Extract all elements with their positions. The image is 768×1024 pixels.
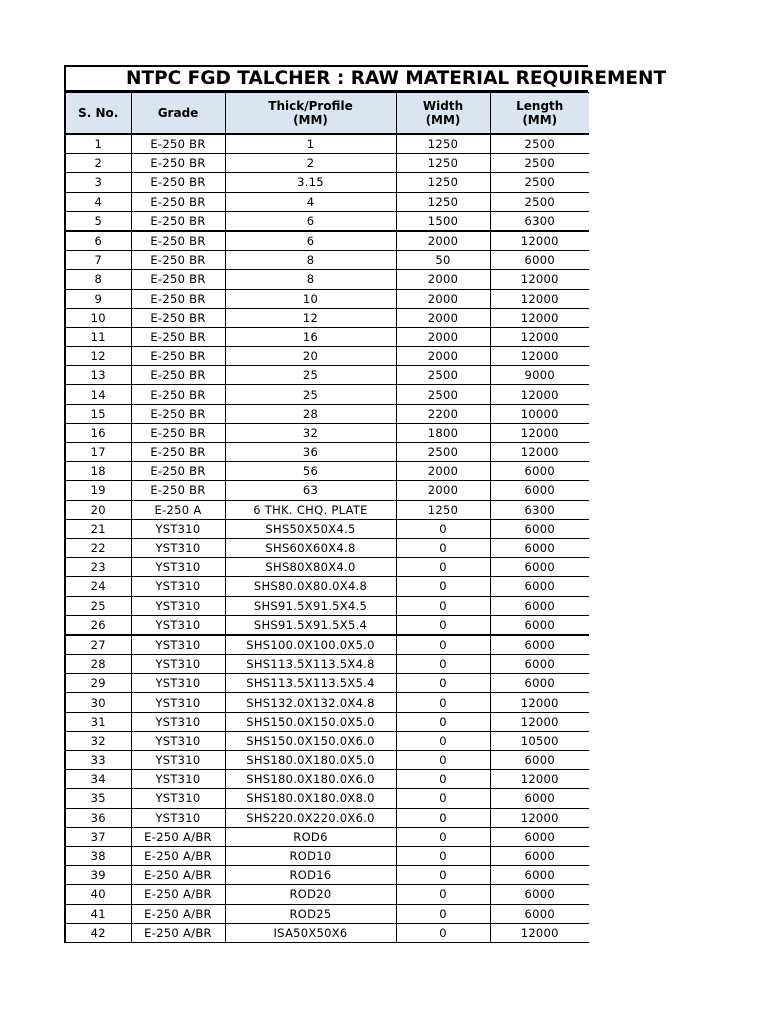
cell-length: 12000	[490, 808, 589, 827]
cell-sno: 5	[65, 211, 131, 231]
cell-length: 6000	[490, 885, 589, 904]
cell-grade: YST310	[131, 789, 225, 808]
cell-thick-profile: 63	[225, 481, 396, 500]
cell-sno: 10	[65, 308, 131, 327]
cell-width: 1250	[396, 173, 490, 192]
cell-grade: YST310	[131, 635, 225, 655]
table-row	[65, 577, 589, 596]
cell-grade: E-250 A/BR	[131, 827, 225, 846]
cell-width: 0	[396, 674, 490, 693]
table-row	[65, 808, 589, 827]
cell-width: 2000	[396, 308, 490, 327]
cell-thick-profile: 1	[225, 134, 396, 154]
cell-sno: 42	[65, 923, 131, 942]
cell-length: 12000	[490, 308, 589, 327]
cell-length: 6300	[490, 500, 589, 519]
cell-width: 2000	[396, 481, 490, 500]
cell-width: 0	[396, 827, 490, 846]
cell-sno: 12	[65, 347, 131, 366]
cell-length: 6000	[490, 904, 589, 923]
cell-sno: 27	[65, 635, 131, 655]
cell-thick-profile: ISA50X50X6	[225, 923, 396, 942]
cell-thick-profile: SHS80.0X80.0X4.8	[225, 577, 396, 596]
cell-width: 1250	[396, 134, 490, 154]
cell-thick-profile: SHS113.5X113.5X5.4	[225, 674, 396, 693]
cell-length: 2500	[490, 154, 589, 173]
cell-sno: 15	[65, 404, 131, 423]
table-row	[65, 655, 589, 674]
cell-sno: 19	[65, 481, 131, 500]
cell-sno: 29	[65, 674, 131, 693]
cell-grade: E-250 BR	[131, 327, 225, 346]
table-row	[65, 347, 589, 366]
cell-sno: 20	[65, 500, 131, 519]
cell-length: 6000	[490, 462, 589, 481]
cell-sno: 18	[65, 462, 131, 481]
cell-length: 10500	[490, 731, 589, 750]
cell-thick-profile: 6	[225, 231, 396, 251]
cell-sno: 41	[65, 904, 131, 923]
cell-sno: 8	[65, 270, 131, 289]
spreadsheet	[64, 65, 667, 943]
cell-length: 12000	[490, 423, 589, 442]
cell-grade: YST310	[131, 808, 225, 827]
table-row	[65, 481, 589, 500]
cell-grade: YST310	[131, 596, 225, 615]
cell-length: 6000	[490, 827, 589, 846]
cell-thick-profile: SHS180.0X180.0X6.0	[225, 770, 396, 789]
cell-sno: 2	[65, 154, 131, 173]
cell-grade: E-250 BR	[131, 404, 225, 423]
cell-width: 0	[396, 731, 490, 750]
table-row	[65, 904, 589, 923]
cell-thick-profile: 20	[225, 347, 396, 366]
cell-length: 12000	[490, 712, 589, 731]
table-row	[65, 366, 589, 385]
cell-sno: 26	[65, 615, 131, 635]
cell-grade: E-250 BR	[131, 192, 225, 211]
cell-grade: YST310	[131, 615, 225, 635]
material-table	[64, 92, 589, 943]
table-row	[65, 674, 589, 693]
cell-grade: E-250 A/BR	[131, 846, 225, 865]
cell-sno: 28	[65, 655, 131, 674]
cell-width: 2000	[396, 289, 490, 308]
cell-thick-profile: SHS220.0X220.0X6.0	[225, 808, 396, 827]
cell-length: 6000	[490, 866, 589, 885]
cell-thick-profile: 16	[225, 327, 396, 346]
table-row	[65, 615, 589, 635]
table-row	[65, 289, 589, 308]
cell-length: 2500	[490, 192, 589, 211]
cell-thick-profile: ROD16	[225, 866, 396, 885]
cell-length: 12000	[490, 231, 589, 251]
cell-thick-profile: SHS180.0X180.0X5.0	[225, 751, 396, 770]
cell-grade: E-250 A/BR	[131, 904, 225, 923]
cell-grade: E-250 BR	[131, 173, 225, 192]
cell-width: 0	[396, 538, 490, 557]
cell-thick-profile: 6	[225, 211, 396, 231]
cell-grade: E-250 A	[131, 500, 225, 519]
cell-sno: 25	[65, 596, 131, 615]
table-row	[65, 693, 589, 712]
cell-width: 0	[396, 519, 490, 538]
cell-thick-profile: 8	[225, 270, 396, 289]
table-row	[65, 192, 589, 211]
cell-length: 6300	[490, 211, 589, 231]
cell-sno: 37	[65, 827, 131, 846]
cell-thick-profile: 56	[225, 462, 396, 481]
header-thick-profile: Thick/Profile (MM)	[225, 93, 396, 135]
cell-sno: 31	[65, 712, 131, 731]
table-row	[65, 462, 589, 481]
cell-sno: 21	[65, 519, 131, 538]
cell-length: 6000	[490, 789, 589, 808]
cell-sno: 33	[65, 751, 131, 770]
cell-thick-profile: SHS150.0X150.0X5.0	[225, 712, 396, 731]
cell-thick-profile: 3.15	[225, 173, 396, 192]
cell-grade: E-250 BR	[131, 270, 225, 289]
cell-sno: 23	[65, 558, 131, 577]
cell-length: 12000	[490, 289, 589, 308]
cell-grade: YST310	[131, 538, 225, 557]
cell-length: 6000	[490, 538, 589, 557]
cell-sno: 1	[65, 134, 131, 154]
cell-thick-profile: 28	[225, 404, 396, 423]
table-row	[65, 327, 589, 346]
cell-thick-profile: 6 THK. CHQ. PLATE	[225, 500, 396, 519]
cell-width: 2500	[396, 366, 490, 385]
table-row	[65, 731, 589, 750]
header-width: Width (MM)	[396, 93, 490, 135]
cell-length: 6000	[490, 251, 589, 270]
cell-width: 1500	[396, 211, 490, 231]
cell-width: 2000	[396, 462, 490, 481]
cell-length: 6000	[490, 519, 589, 538]
cell-grade: YST310	[131, 751, 225, 770]
table-row	[65, 443, 589, 462]
cell-length: 12000	[490, 693, 589, 712]
table-row	[65, 596, 589, 615]
cell-length: 12000	[490, 770, 589, 789]
cell-width: 0	[396, 635, 490, 655]
cell-width: 1250	[396, 154, 490, 173]
cell-sno: 6	[65, 231, 131, 251]
cell-thick-profile: ROD20	[225, 885, 396, 904]
cell-grade: YST310	[131, 655, 225, 674]
cell-sno: 22	[65, 538, 131, 557]
table-row	[65, 827, 589, 846]
cell-grade: YST310	[131, 519, 225, 538]
cell-sno: 30	[65, 693, 131, 712]
cell-width: 0	[396, 712, 490, 731]
cell-grade: E-250 BR	[131, 366, 225, 385]
cell-grade: E-250 BR	[131, 443, 225, 462]
cell-thick-profile: SHS50X50X4.5	[225, 519, 396, 538]
cell-thick-profile: 4	[225, 192, 396, 211]
cell-sno: 16	[65, 423, 131, 442]
cell-length: 12000	[490, 923, 589, 942]
header-row	[65, 93, 589, 135]
header-grade: Grade	[131, 93, 225, 135]
table-row	[65, 885, 589, 904]
cell-length: 6000	[490, 655, 589, 674]
cell-thick-profile: ROD6	[225, 827, 396, 846]
cell-thick-profile: SHS100.0X100.0X5.0	[225, 635, 396, 655]
cell-width: 0	[396, 846, 490, 865]
cell-sno: 24	[65, 577, 131, 596]
cell-grade: YST310	[131, 712, 225, 731]
table-row	[65, 770, 589, 789]
cell-sno: 14	[65, 385, 131, 404]
table-row	[65, 270, 589, 289]
cell-thick-profile: SHS150.0X150.0X6.0	[225, 731, 396, 750]
table-row	[65, 500, 589, 519]
cell-width: 0	[396, 577, 490, 596]
table-row	[65, 134, 589, 154]
cell-length: 2500	[490, 173, 589, 192]
cell-grade: YST310	[131, 577, 225, 596]
cell-width: 0	[396, 923, 490, 942]
table-row	[65, 923, 589, 942]
cell-thick-profile: SHS113.5X113.5X4.8	[225, 655, 396, 674]
cell-width: 0	[396, 885, 490, 904]
cell-length: 6000	[490, 596, 589, 615]
table-row	[65, 308, 589, 327]
cell-width: 0	[396, 693, 490, 712]
cell-width: 1800	[396, 423, 490, 442]
cell-sno: 34	[65, 770, 131, 789]
cell-grade: E-250 BR	[131, 347, 225, 366]
cell-grade: E-250 BR	[131, 462, 225, 481]
table-row	[65, 231, 589, 251]
cell-length: 12000	[490, 347, 589, 366]
cell-width: 1250	[396, 500, 490, 519]
table-row	[65, 423, 589, 442]
cell-width: 2000	[396, 270, 490, 289]
cell-length: 6000	[490, 635, 589, 655]
cell-width: 0	[396, 866, 490, 885]
table-row	[65, 846, 589, 865]
cell-sno: 40	[65, 885, 131, 904]
table-row	[65, 789, 589, 808]
cell-length: 2500	[490, 134, 589, 154]
cell-length: 6000	[490, 615, 589, 635]
cell-thick-profile: 10	[225, 289, 396, 308]
cell-width: 0	[396, 904, 490, 923]
cell-width: 0	[396, 615, 490, 635]
cell-thick-profile: SHS91.5X91.5X4.5	[225, 596, 396, 615]
cell-length: 12000	[490, 443, 589, 462]
cell-sno: 35	[65, 789, 131, 808]
cell-thick-profile: SHS180.0X180.0X8.0	[225, 789, 396, 808]
header-length: Length (MM)	[490, 93, 589, 135]
cell-width: 2000	[396, 347, 490, 366]
table-row	[65, 635, 589, 655]
cell-grade: E-250 BR	[131, 154, 225, 173]
cell-grade: E-250 BR	[131, 423, 225, 442]
cell-sno: 11	[65, 327, 131, 346]
cell-grade: E-250 BR	[131, 134, 225, 154]
table-row	[65, 154, 589, 173]
cell-grade: E-250 BR	[131, 211, 225, 231]
cell-grade: YST310	[131, 770, 225, 789]
table-row	[65, 866, 589, 885]
table-row	[65, 519, 589, 538]
cell-thick-profile: 32	[225, 423, 396, 442]
cell-grade: E-250 A/BR	[131, 866, 225, 885]
cell-grade: YST310	[131, 674, 225, 693]
cell-grade: E-250 BR	[131, 481, 225, 500]
cell-thick-profile: SHS80X80X4.0	[225, 558, 396, 577]
cell-width: 50	[396, 251, 490, 270]
cell-grade: YST310	[131, 558, 225, 577]
table-row	[65, 538, 589, 557]
cell-length: 9000	[490, 366, 589, 385]
cell-sno: 4	[65, 192, 131, 211]
cell-length: 6000	[490, 846, 589, 865]
cell-width: 0	[396, 655, 490, 674]
cell-thick-profile: ROD10	[225, 846, 396, 865]
table-row	[65, 211, 589, 231]
cell-sno: 38	[65, 846, 131, 865]
cell-length: 12000	[490, 327, 589, 346]
table-row	[65, 558, 589, 577]
cell-thick-profile: 25	[225, 385, 396, 404]
cell-sno: 3	[65, 173, 131, 192]
cell-thick-profile: SHS60X60X4.8	[225, 538, 396, 557]
cell-thick-profile: SHS91.5X91.5X5.4	[225, 615, 396, 635]
header-sno: S. No.	[65, 93, 131, 135]
cell-sno: 13	[65, 366, 131, 385]
cell-width: 0	[396, 558, 490, 577]
cell-width: 2000	[396, 327, 490, 346]
cell-sno: 9	[65, 289, 131, 308]
cell-thick-profile: 12	[225, 308, 396, 327]
cell-grade: E-250 A/BR	[131, 923, 225, 942]
cell-sno: 7	[65, 251, 131, 270]
cell-width: 0	[396, 751, 490, 770]
cell-length: 12000	[490, 270, 589, 289]
cell-length: 6000	[490, 558, 589, 577]
cell-sno: 17	[65, 443, 131, 462]
cell-width: 2000	[396, 231, 490, 251]
cell-width: 2500	[396, 385, 490, 404]
cell-width: 2200	[396, 404, 490, 423]
cell-thick-profile: SHS132.0X132.0X4.8	[225, 693, 396, 712]
cell-width: 2500	[396, 443, 490, 462]
cell-length: 6000	[490, 674, 589, 693]
cell-grade: YST310	[131, 731, 225, 750]
cell-thick-profile: 25	[225, 366, 396, 385]
cell-width: 0	[396, 596, 490, 615]
cell-width: 0	[396, 808, 490, 827]
cell-length: 6000	[490, 481, 589, 500]
cell-grade: E-250 BR	[131, 251, 225, 270]
cell-grade: E-250 BR	[131, 308, 225, 327]
table-row	[65, 404, 589, 423]
cell-thick-profile: 36	[225, 443, 396, 462]
cell-thick-profile: ROD25	[225, 904, 396, 923]
cell-length: 12000	[490, 385, 589, 404]
cell-thick-profile: 8	[225, 251, 396, 270]
cell-sno: 32	[65, 731, 131, 750]
cell-grade: E-250 BR	[131, 289, 225, 308]
table-row	[65, 751, 589, 770]
cell-grade: E-250 BR	[131, 385, 225, 404]
cell-sno: 39	[65, 866, 131, 885]
cell-width: 0	[396, 789, 490, 808]
table-row	[65, 712, 589, 731]
cell-width: 1250	[396, 192, 490, 211]
cell-sno: 36	[65, 808, 131, 827]
cell-grade: E-250 A/BR	[131, 885, 225, 904]
table-row	[65, 385, 589, 404]
sheet-title: NTPC FGD TALCHER : RAW MATERIAL REQUIREMENT	[64, 65, 588, 92]
cell-thick-profile: 2	[225, 154, 396, 173]
cell-grade: E-250 BR	[131, 231, 225, 251]
cell-grade: YST310	[131, 693, 225, 712]
table-row	[65, 251, 589, 270]
cell-length: 10000	[490, 404, 589, 423]
cell-length: 6000	[490, 577, 589, 596]
cell-width: 0	[396, 770, 490, 789]
table-row	[65, 173, 589, 192]
cell-length: 6000	[490, 751, 589, 770]
